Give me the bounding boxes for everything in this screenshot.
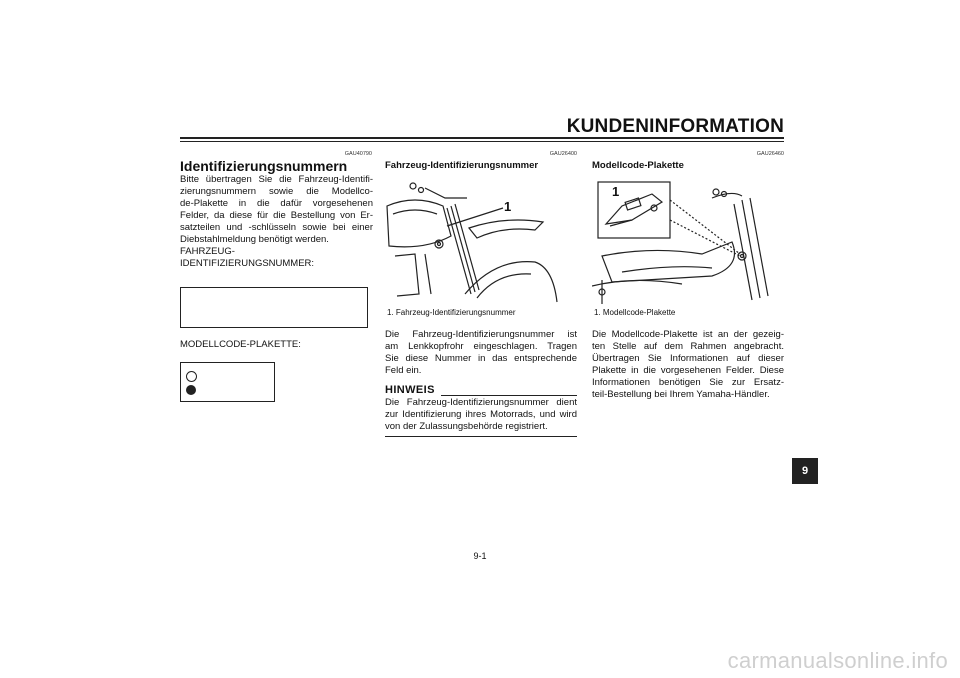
page-header-title: KUNDENINFORMATION: [566, 116, 784, 137]
section-code: GAU40790: [344, 151, 372, 157]
chapter-tab: 9: [792, 458, 818, 484]
body-line: Feld ein.: [385, 365, 422, 376]
body-line: teil-Bestellung bei Ihrem Yamaha-Händler.: [592, 389, 770, 400]
header-rule-thick: [180, 137, 784, 139]
header-rule-thin: [180, 141, 784, 142]
body-line: zierungsnummern sowie die Modellco-: [180, 186, 373, 197]
note-end-rule: [385, 436, 577, 437]
note-title: HINWEIS: [385, 384, 435, 396]
vin-entry-box: [180, 287, 368, 328]
note-line: zur Identifizierung ihres Motorrads, und wird: [385, 409, 577, 420]
body-line: Die Fahrzeug-Identifizierungsnummer ist: [385, 329, 577, 340]
watermark: carmanualsonline.info: [727, 648, 948, 673]
body-line: Diebstahlmeldung benötigt werden.: [180, 234, 329, 245]
body-line: ten Stelle auf dem Rahmen angebracht.: [592, 341, 784, 352]
body-line: Plakette in die vorgesehenen Felder. Diese: [592, 365, 784, 376]
body-line: de-Plakette in die dafür vorgesehenen: [180, 198, 373, 209]
section-code: GAU26400: [549, 151, 577, 157]
section-code: GAU26460: [756, 151, 784, 157]
section-heading: Modellcode-Plakette: [592, 160, 684, 171]
body-line: Sie diese Nummer in das entsprechende: [385, 353, 577, 364]
section-body: [592, 329, 784, 401]
note-rule: [441, 395, 577, 396]
vin-label: IDENTIFIZIERUNGSNUMMER:: [180, 258, 315, 269]
body-line: Übertragen Sie Informationen auf dieser: [592, 353, 784, 364]
model-label: MODELLCODE-PLAKETTE:: [180, 339, 301, 350]
section-heading: Fahrzeug-Identifizierungsnummer: [385, 160, 539, 171]
model-code-location-illustration: [592, 176, 784, 306]
hollow-circle-icon: [186, 371, 197, 382]
vin-label: FAHRZEUG-: [180, 246, 235, 257]
note-line: von der Zulassungsbehörde registriert.: [385, 421, 548, 432]
vin-location-illustration: [385, 176, 577, 306]
callout-number: 1: [504, 199, 512, 214]
section-body: [385, 329, 577, 377]
figure-caption: 1. Modellcode-Plakette: [594, 308, 676, 317]
body-line: Felder, da diese für die Bestellung von Er-: [180, 210, 373, 221]
note-header: [385, 384, 577, 398]
body-line: am Lenkkopfrohr eingeschlagen. Tragen: [385, 341, 577, 352]
section-body: [180, 174, 373, 270]
figure-caption: 1. Fahrzeug-Identifizierungsnummer: [387, 308, 516, 317]
body-line: Informationen benötigen Sie zur Ersatz-: [592, 377, 784, 388]
filled-circle-icon: [186, 385, 196, 395]
body-line: satzteilen und -schlüsseln sowie bei einer: [180, 222, 373, 233]
body-line: Die Modellcode-Plakette ist an der gezeig-: [592, 329, 784, 340]
note-body: [385, 397, 577, 433]
section-heading: Identifizierungsnummern: [180, 158, 348, 174]
page-number: 9-1: [473, 551, 487, 561]
model-code-entry-box: [180, 362, 275, 402]
callout-number: 1: [612, 184, 620, 199]
body-line: Bitte übertragen Sie die Fahrzeug-Identifi-: [180, 174, 373, 185]
note-line: Die Fahrzeug-Identifizierungsnummer dient: [385, 397, 577, 408]
